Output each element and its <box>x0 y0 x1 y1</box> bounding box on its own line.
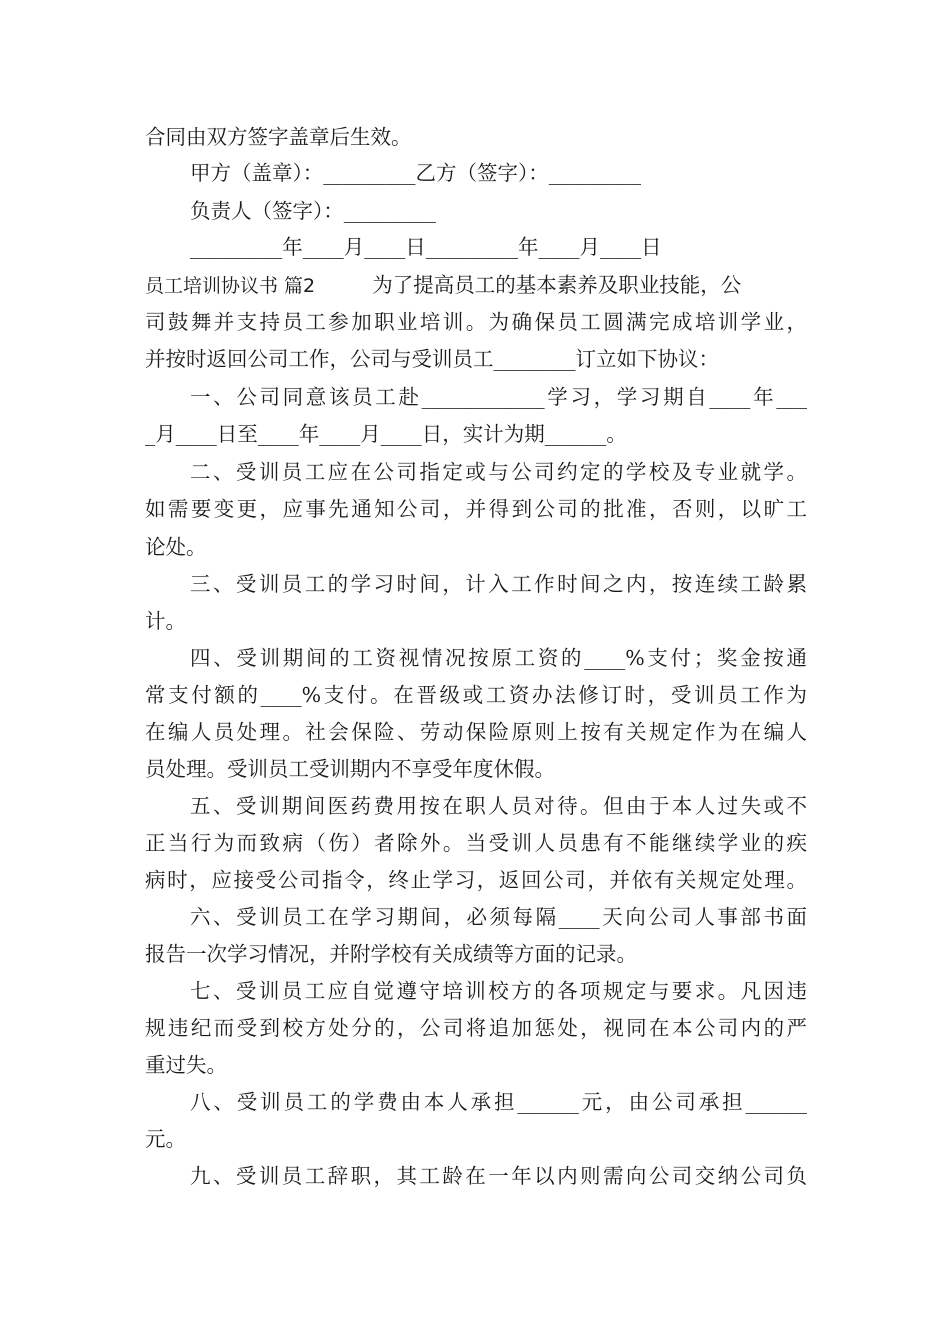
text-span: 为了提高员工的基本素养及职业技能，公 <box>372 273 742 297</box>
text-line: 并按时返回公司工作，公司与受训员工________订立如下协议： <box>145 347 719 371</box>
clause-2: 二、受训员工应在公司指定或与公司约定的学校及专业就学。 <box>190 460 807 484</box>
text-line: 正当行为而致病（伤）者除外。当受训人员患有不能继续学业的疾 <box>145 831 807 855</box>
text-line: 病时，应接受公司指令，终止学习，返回公司，并依有关规定处理。 <box>145 868 807 892</box>
text-line: 计。 <box>145 609 186 633</box>
text-line: 论处。 <box>145 535 207 559</box>
clause-9: 九、受训员工辞职，其工龄在一年以内则需向公司交纳公司负 <box>190 1164 807 1188</box>
text-line: 元。 <box>145 1127 186 1151</box>
date-line: _________年____月____日_________年____月____日 <box>190 235 662 259</box>
text-line: 重过失。 <box>145 1053 227 1077</box>
text-line: _月____日至____年____月____日，实计为期______。 <box>145 422 627 446</box>
clause-4: 四、受训期间的工资视情况按原工资的____%支付；奖金按通 <box>190 646 807 670</box>
clause-3: 三、受训员工的学习时间，计入工作时间之内，按连续工龄累 <box>190 572 807 596</box>
section-heading: 员工培训协议书 篇2 <box>145 275 316 297</box>
clause-6: 六、受训员工在学习期间，必须每隔____天向公司人事部书面 <box>190 905 807 929</box>
text-line: 员处理。受训员工受训期内不享受年度休假。 <box>145 757 555 781</box>
clause-8: 八、受训员工的学费由本人承担______元，由公司承担______ <box>190 1090 807 1114</box>
signature-line-parties: 甲方（盖章）：_________乙方（签字）：_________ <box>190 161 641 185</box>
text-line: 在编人员处理。社会保险、劳动保险原则上按有关规定作为在编人 <box>145 720 807 744</box>
text-line: 司鼓舞并支持员工参加职业培训。为确保员工圆满完成培训学业， <box>145 310 807 334</box>
clause-5: 五、受训期间医药费用按在职人员对待。但由于本人过失或不 <box>190 794 807 818</box>
section-heading-line <box>145 270 741 301</box>
text-line: 合同由双方签字盖章后生效。 <box>145 125 412 149</box>
clause-7: 七、受训员工应自觉遵守培训校方的各项规定与要求。凡因违 <box>190 979 807 1003</box>
signature-line-responsible: 负责人（签字）：_________ <box>190 199 436 223</box>
text-line: 常支付额的____%支付。在晋级或工资办法修订时，受训员工作为 <box>145 683 807 707</box>
clause-1: 一、公司同意该员工赴____________学习，学习期自____年___ <box>190 385 807 409</box>
text-line: 规违纪而受到校方处分的，公司将追加惩处，视同在本公司内的严 <box>145 1016 807 1040</box>
text-line: 报告一次学习情况，并附学校有关成绩等方面的记录。 <box>145 942 637 966</box>
text-line: 如需要变更，应事先通知公司，并得到公司的批准，否则，以旷工 <box>145 497 807 521</box>
